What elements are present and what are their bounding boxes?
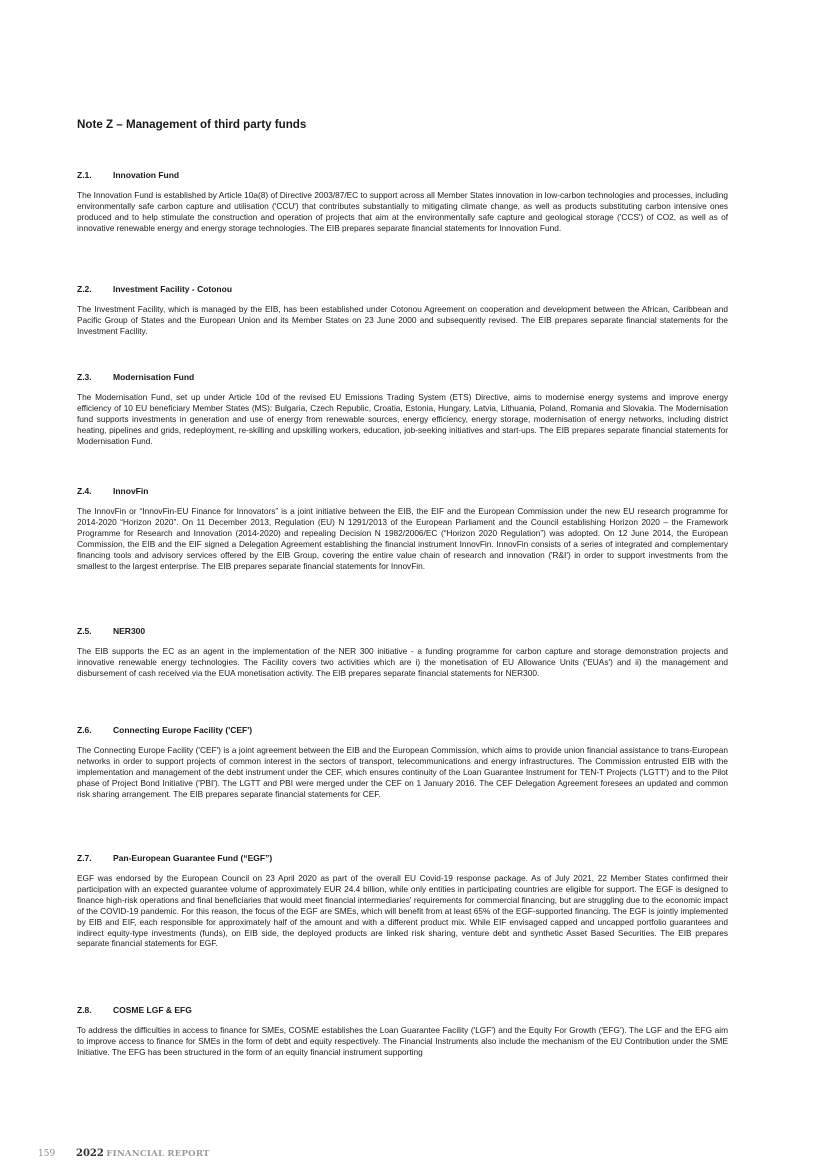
section-heading [77,284,728,295]
section-heading [77,486,728,497]
section-cosme-lgf-efg [77,1005,728,1058]
section-number: Z.6. [77,725,92,735]
section-title: Connecting Europe Facility ('CEF') [113,725,253,735]
section-heading [77,170,728,181]
section-number: Z.2. [77,284,92,294]
section-title: NER300 [113,626,146,636]
section-heading [77,853,728,864]
section-investment-facility-cotonou [77,284,728,337]
section-title: InnovFin [113,486,149,496]
section-title: Investment Facility - Cotonou [113,284,233,294]
page-footer [38,1148,210,1159]
section-heading [77,626,728,637]
section-number: Z.3. [77,372,92,382]
section-innovfin [77,486,728,571]
page-title: Note Z – Management of third party funds [77,118,307,131]
section-number: Z.5. [77,626,92,636]
section-number: Z.8. [77,1005,92,1015]
section-modernisation-fund [77,372,728,447]
section-title: COSME LGF & EFG [113,1005,192,1015]
section-pan-european-guarantee-fund [77,853,728,949]
section-body: The Connecting Europe Facility ('CEF') is a joint agreement between the EIB and the European Commission, which aims to provide union financial assistance to trans-European networks in order to support projects of common interest in the sectors of transport, telecommunications and energy infrastructures. The Commission entrusted EIB with the implementation and management of the debt instrument under the CEF, which ensures continuity of the Loan Guarantee Instrument for TEN-T Projects ('LGTT') and to the Pilot phase of Project Bond Initiative ('PBI'). The LGTT and PBI were merged under the CEF on 1 January 2016. The CEF Delegation Agreement foresees an updated and common risk sharing arrangement. The EIB prepares separate financial statements for CEF. [77,745,728,799]
section-body: The Investment Facility, which is managed by the EIB, has been established under Cotonou Agreement on cooperation and development between the African, Caribbean and Pacific Group of States and the European Union and its Member States on 23 June 2000 and subsequently revised. The EIB prepares separate financial statements for the Investment Facility. [77,304,728,336]
section-ner300 [77,626,728,679]
section-innovation-fund [77,170,728,234]
section-body: The EIB supports the EC as an agent in the implementation of the NER 300 initiative - a funding programme for carbon capture and storage demonstration projects and innovative renewable energy technologies. The Facility covers two activities which are i) the monetisation of EU Allowance Units ('EUAs') and ii) the management and disbursement of cash received via the EUA monetisation activity. The EIB prepares separate financial statements for NER300. [77,646,728,678]
section-heading [77,1005,728,1016]
section-heading [77,725,728,736]
section-body: The InnovFin or “InnovFin-EU Finance for Innovators” is a joint initiative between the EIB, the EIF and the European Commission under the new EU research programme for 2014-2020 “Horizon 2020”. On 11 December 2013, Regulation (EU) N 1291/2013 of the European Parliament and the Council establishing Horizon 2020 – the Framework Programme for Research and Innovation (2014-2020) and repealing Decision N 1982/2006/EC (“Horizon 2020 Regulation”) was adopted. On 12 June 2014, the European Commission, the EIB and the EIF signed a Delegation Agreement establishing the financial instrument InnovFin. InnovFin consists of a series of integrated and complementary financing tools and advisory services offered by the EIB Group, covering the entire value chain of research and innovation ('R&I') in order to support investments from the smallest to the largest enterprise. The EIB prepares separate financial statements for InnovFin. [77,506,728,571]
section-number: Z.1. [77,170,92,180]
section-connecting-europe-facility [77,725,728,800]
section-body: To address the difficulties in access to finance for SMEs, COSME establishes the Loan Guarantee Facility ('LGF') and the Equity For Growth ('EFG'). The LGF and the EFG aim to improve access to finance for SMEs in the form of debt and equity respectively. The Financial Instruments also include the mechanism of the EU Contribution under the SME Initiative. The EFG has been structured in the form of an equity financial instrument supporting [77,1025,728,1057]
section-number: Z.7. [77,853,92,863]
report-year: 2022 [76,1148,104,1159]
section-title: Innovation Fund [113,170,180,180]
section-title: Modernisation Fund [113,372,195,382]
page-number: 159 [38,1149,56,1159]
section-title: Pan-European Guarantee Fund (“EGF”) [113,853,273,863]
section-heading [77,372,728,383]
report-label: FINANCIAL REPORT [106,1149,210,1159]
section-body: The Innovation Fund is established by Article 10a(8) of Directive 2003/87/EC to support across all Member States innovation in low-carbon technologies and processes, including environmentally safe carbon capture and utilisation ('CCU') that contributes substantially to mitigating climate change, as well as products substituting carbon intensive ones produced and to help stimulate the construction and operation of projects that aim at the environmentally safe capture and geological storage ('CCS') of CO2, as well as of innovative renewable energy and energy storage technologies. The EIB prepares separate financial statements for Innovation Fund. [77,190,728,233]
section-body: The Modernisation Fund, set up under Article 10d of the revised EU Emissions Trading System (ETS) Directive, aims to modernise energy systems and improve energy efficiency of 10 EU beneficiary Member States (MS): Bulgaria, Czech Republic, Croatia, Estonia, Hungary, Latvia, Lithuania, Poland, Romania and Slovakia. The Modernisation fund supports investments in generation and use of energy from renewable sources, energy efficiency, energy storage, modernisation of energy networks, including district heating, pipelines and grids, redeployment, re-skilling and upskilling workers, education, job-seeking initiatives and start-ups. The EIB prepares separate financial statements for Modernisation Fund. [77,392,728,446]
section-number: Z.4. [77,486,92,496]
section-body: EGF was endorsed by the European Council on 23 April 2020 as part of the overall EU Covid-19 response package. As of July 2021, 22 Member States confirmed their participation with an expected guarantee volume of approximately EUR 24.4 billion, while only entities in participating countries are eligible for support. The EGF is designed to finance high-risk operations and final beneficiaries that would meet financial intermediaries' requirements for commercial financing, but are struggling due to the economic impact of the COVID-19 pandemic. For this reason, the focus of the EGF are SMEs, which will benefit from at least 65% of the EGF-supported financing. The EGF is jointly implemented by EIB and EIF, each responsible for approximately half of the amount and with a different product mix. While EIF envisaged capped and uncapped portfolio guarantees and indirect equity-type investments (funds), on EIB side, the deployed products are linked risk sharing, venture debt and synthetic Asset Based Securities. The EIB prepares separate financial statements for EGF. [77,873,728,949]
